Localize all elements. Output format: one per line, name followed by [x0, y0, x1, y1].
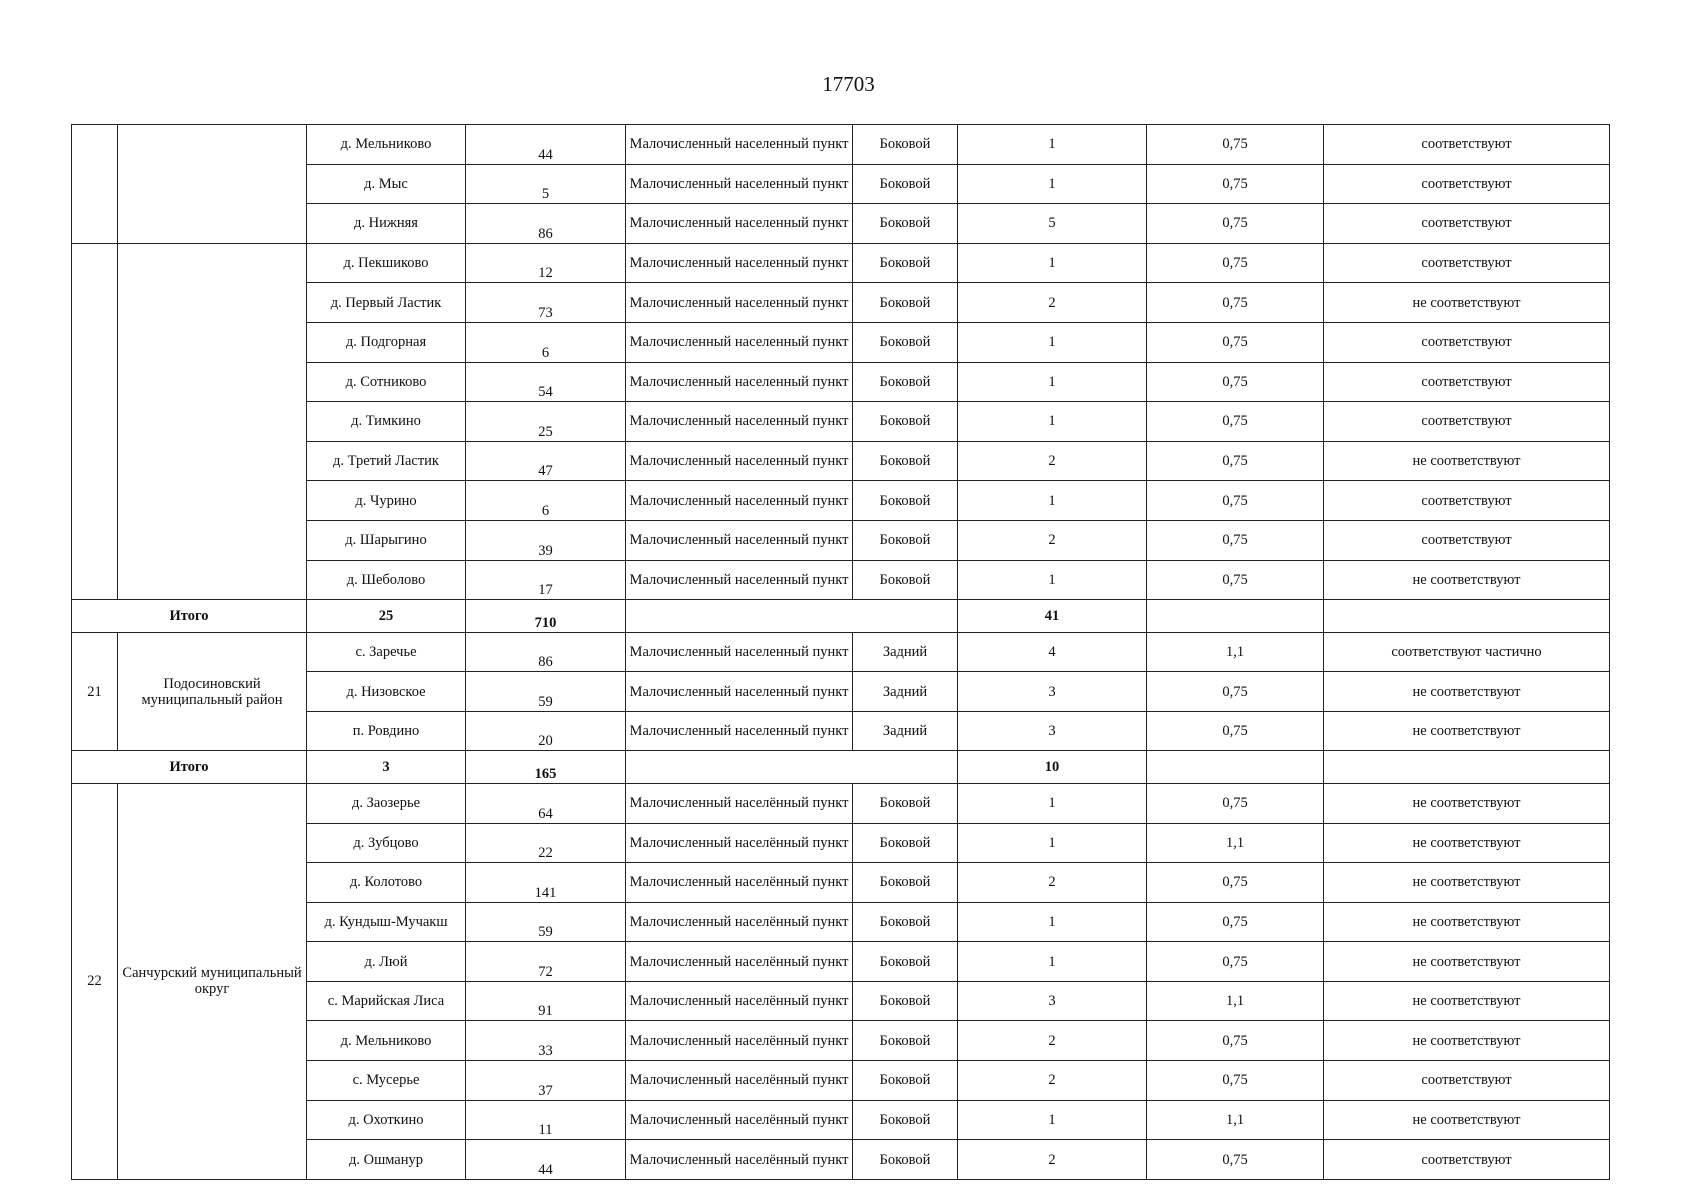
population: 6 — [466, 322, 626, 362]
count-value: 1 — [958, 402, 1147, 442]
count-value: 2 — [958, 1021, 1147, 1061]
total-count: 10 — [958, 751, 1147, 784]
district-name: Санчурский муниципальный округ — [118, 783, 307, 1179]
population: 73 — [466, 283, 626, 323]
coefficient: 0,75 — [1147, 1021, 1324, 1061]
coefficient: 0,75 — [1147, 1140, 1324, 1180]
population: 33 — [466, 1021, 626, 1061]
settlement-name: д. Люй — [307, 942, 466, 982]
settlement-name: д. Шеболово — [307, 560, 466, 600]
coefficient: 0,75 — [1147, 402, 1324, 442]
location-side: Боковой — [853, 560, 958, 600]
coefficient: 0,75 — [1147, 942, 1324, 982]
location-side: Боковой — [853, 863, 958, 903]
settlement-type: Малочисленный населенный пункт — [626, 481, 853, 521]
total-empty — [1324, 751, 1610, 784]
compliance-status: не соответствуют — [1324, 942, 1610, 982]
location-side: Боковой — [853, 823, 958, 863]
count-value: 1 — [958, 942, 1147, 982]
coefficient: 0,75 — [1147, 125, 1324, 165]
compliance-status: соответствуют — [1324, 164, 1610, 204]
population: 12 — [466, 243, 626, 283]
coefficient: 1,1 — [1147, 981, 1324, 1021]
compliance-status: соответствуют — [1324, 520, 1610, 560]
settlement-type: Малочисленный населенный пункт — [626, 164, 853, 204]
location-side: Боковой — [853, 1140, 958, 1180]
settlement-name: д. Пекшиково — [307, 243, 466, 283]
group-number: 21 — [72, 632, 118, 751]
count-value: 1 — [958, 1100, 1147, 1140]
compliance-status: соответствуют — [1324, 481, 1610, 521]
coefficient: 0,75 — [1147, 560, 1324, 600]
table-row — [72, 783, 1610, 823]
population: 47 — [466, 441, 626, 481]
location-side: Боковой — [853, 441, 958, 481]
total-label: Итого — [72, 751, 307, 784]
settlement-name: д. Сотниково — [307, 362, 466, 402]
count-value: 1 — [958, 902, 1147, 942]
settlement-type: Малочисленный населённый пункт — [626, 1061, 853, 1101]
coefficient: 0,75 — [1147, 1061, 1324, 1101]
coefficient: 1,1 — [1147, 823, 1324, 863]
location-side: Боковой — [853, 942, 958, 982]
settlement-type: Малочисленный населенный пункт — [626, 441, 853, 481]
settlement-type: Малочисленный населённый пункт — [626, 1100, 853, 1140]
coefficient: 0,75 — [1147, 322, 1324, 362]
location-side: Боковой — [853, 1061, 958, 1101]
compliance-status: не соответствуют — [1324, 981, 1610, 1021]
settlement-name: п. Ровдино — [307, 711, 466, 751]
coefficient: 0,75 — [1147, 243, 1324, 283]
settlement-name: с. Заречье — [307, 632, 466, 672]
population: 6 — [466, 481, 626, 521]
group-number — [72, 243, 118, 599]
population: 54 — [466, 362, 626, 402]
settlement-name: д. Ошманур — [307, 1140, 466, 1180]
population: 141 — [466, 863, 626, 903]
settlement-type: Малочисленный населенный пункт — [626, 402, 853, 442]
coefficient: 0,75 — [1147, 520, 1324, 560]
compliance-status: соответствуют — [1324, 243, 1610, 283]
settlement-name: д. Колотово — [307, 863, 466, 903]
location-side: Боковой — [853, 783, 958, 823]
coefficient: 0,75 — [1147, 481, 1324, 521]
coefficient: 0,75 — [1147, 441, 1324, 481]
settlement-name: д. Зубцово — [307, 823, 466, 863]
settlement-name: д. Тимкино — [307, 402, 466, 442]
location-side: Боковой — [853, 520, 958, 560]
count-value: 2 — [958, 520, 1147, 560]
settlement-type: Малочисленный населенный пункт — [626, 672, 853, 712]
settlement-type: Малочисленный населённый пункт — [626, 902, 853, 942]
coefficient: 0,75 — [1147, 711, 1324, 751]
compliance-status: соответствуют — [1324, 1140, 1610, 1180]
count-value: 1 — [958, 481, 1147, 521]
district-name — [118, 125, 307, 244]
count-value: 2 — [958, 863, 1147, 903]
population: 86 — [466, 632, 626, 672]
count-value: 3 — [958, 672, 1147, 712]
settlement-type: Малочисленный населенный пункт — [626, 283, 853, 323]
location-side: Задний — [853, 672, 958, 712]
settlement-type: Малочисленный населенный пункт — [626, 204, 853, 244]
coefficient: 0,75 — [1147, 283, 1324, 323]
count-value: 1 — [958, 362, 1147, 402]
settlement-type: Малочисленный населённый пункт — [626, 823, 853, 863]
population: 22 — [466, 823, 626, 863]
settlement-type: Малочисленный населенный пункт — [626, 560, 853, 600]
settlement-type: Малочисленный населенный пункт — [626, 362, 853, 402]
total-empty — [626, 600, 958, 633]
location-side: Боковой — [853, 164, 958, 204]
compliance-status: соответствуют — [1324, 362, 1610, 402]
settlement-name: с. Марийская Лиса — [307, 981, 466, 1021]
population: 11 — [466, 1100, 626, 1140]
population: 44 — [466, 1140, 626, 1180]
location-side: Боковой — [853, 402, 958, 442]
settlement-type: Малочисленный населенный пункт — [626, 711, 853, 751]
location-side: Боковой — [853, 322, 958, 362]
coefficient: 0,75 — [1147, 204, 1324, 244]
compliance-status: не соответствуют — [1324, 1100, 1610, 1140]
settlement-name: д. Низовское — [307, 672, 466, 712]
population: 86 — [466, 204, 626, 244]
total-label: Итого — [72, 600, 307, 633]
settlement-name: д. Нижняя — [307, 204, 466, 244]
coefficient: 1,1 — [1147, 1100, 1324, 1140]
settlement-name: д. Мельниково — [307, 1021, 466, 1061]
settlement-type: Малочисленный населённый пункт — [626, 783, 853, 823]
total-places: 3 — [307, 751, 466, 784]
total-population: 165 — [466, 751, 626, 784]
population: 39 — [466, 520, 626, 560]
population: 5 — [466, 164, 626, 204]
total-population: 710 — [466, 600, 626, 633]
location-side: Боковой — [853, 1021, 958, 1061]
compliance-status: соответствуют частично — [1324, 632, 1610, 672]
population: 20 — [466, 711, 626, 751]
compliance-status: не соответствуют — [1324, 783, 1610, 823]
count-value: 1 — [958, 823, 1147, 863]
settlement-type: Малочисленный населённый пункт — [626, 863, 853, 903]
compliance-status: не соответствуют — [1324, 1021, 1610, 1061]
count-value: 2 — [958, 1140, 1147, 1180]
total-places: 25 — [307, 600, 466, 633]
compliance-status: не соответствуют — [1324, 283, 1610, 323]
settlement-name: д. Третий Ластик — [307, 441, 466, 481]
compliance-status: не соответствуют — [1324, 902, 1610, 942]
district-name: Подосиновский муниципальный район — [118, 632, 307, 751]
location-side: Боковой — [853, 204, 958, 244]
table-row — [72, 125, 1610, 165]
total-empty — [1147, 751, 1324, 784]
total-row — [72, 751, 1610, 784]
location-side: Задний — [853, 711, 958, 751]
population: 44 — [466, 125, 626, 165]
district-name — [118, 243, 307, 599]
settlement-name: д. Чурино — [307, 481, 466, 521]
compliance-status: соответствуют — [1324, 204, 1610, 244]
settlements-table — [71, 124, 1610, 1180]
group-number — [72, 125, 118, 244]
compliance-status: не соответствуют — [1324, 560, 1610, 600]
compliance-status: не соответствуют — [1324, 863, 1610, 903]
count-value: 2 — [958, 1061, 1147, 1101]
settlement-name: д. Кундыш-Мучакш — [307, 902, 466, 942]
count-value: 1 — [958, 322, 1147, 362]
compliance-status: соответствуют — [1324, 125, 1610, 165]
settlement-name: д. Шарыгино — [307, 520, 466, 560]
settlement-type: Малочисленный населённый пункт — [626, 981, 853, 1021]
coefficient: 1,1 — [1147, 632, 1324, 672]
settlement-name: с. Мусерье — [307, 1061, 466, 1101]
count-value: 4 — [958, 632, 1147, 672]
location-side: Боковой — [853, 125, 958, 165]
population: 64 — [466, 783, 626, 823]
location-side: Боковой — [853, 1100, 958, 1140]
compliance-status: не соответствуют — [1324, 441, 1610, 481]
coefficient: 0,75 — [1147, 362, 1324, 402]
table-row — [72, 243, 1610, 283]
settlement-type: Малочисленный населенный пункт — [626, 322, 853, 362]
location-side: Боковой — [853, 902, 958, 942]
total-empty — [1324, 600, 1610, 633]
group-number: 22 — [72, 783, 118, 1179]
location-side: Боковой — [853, 981, 958, 1021]
count-value: 1 — [958, 125, 1147, 165]
count-value: 2 — [958, 283, 1147, 323]
settlement-type: Малочисленный населенный пункт — [626, 125, 853, 165]
population: 91 — [466, 981, 626, 1021]
count-value: 3 — [958, 981, 1147, 1021]
compliance-status: соответствуют — [1324, 1061, 1610, 1101]
settlement-name: д. Охоткино — [307, 1100, 466, 1140]
population: 17 — [466, 560, 626, 600]
total-empty — [1147, 600, 1324, 633]
population: 25 — [466, 402, 626, 442]
count-value: 3 — [958, 711, 1147, 751]
count-value: 2 — [958, 441, 1147, 481]
settlement-type: Малочисленный населенный пункт — [626, 632, 853, 672]
total-empty — [626, 751, 958, 784]
total-row — [72, 600, 1610, 633]
settlement-type: Малочисленный населённый пункт — [626, 1021, 853, 1061]
location-side: Боковой — [853, 243, 958, 283]
coefficient: 0,75 — [1147, 164, 1324, 204]
location-side: Боковой — [853, 283, 958, 323]
coefficient: 0,75 — [1147, 783, 1324, 823]
population: 59 — [466, 902, 626, 942]
compliance-status: не соответствуют — [1324, 711, 1610, 751]
compliance-status: не соответствуют — [1324, 672, 1610, 712]
location-side: Боковой — [853, 481, 958, 521]
compliance-status: соответствуют — [1324, 322, 1610, 362]
population: 72 — [466, 942, 626, 982]
count-value: 1 — [958, 243, 1147, 283]
page-number: 17703 — [822, 72, 875, 96]
compliance-status: не соответствуют — [1324, 823, 1610, 863]
settlement-name: д. Мыс — [307, 164, 466, 204]
population: 37 — [466, 1061, 626, 1101]
settlement-name: д. Первый Ластик — [307, 283, 466, 323]
settlement-type: Малочисленный населенный пункт — [626, 520, 853, 560]
population: 59 — [466, 672, 626, 712]
location-side: Боковой — [853, 362, 958, 402]
compliance-status: соответствуют — [1324, 402, 1610, 442]
count-value: 1 — [958, 164, 1147, 204]
settlement-type: Малочисленный населенный пункт — [626, 243, 853, 283]
settlement-name: д. Подгорная — [307, 322, 466, 362]
count-value: 1 — [958, 560, 1147, 600]
location-side: Задний — [853, 632, 958, 672]
count-value: 5 — [958, 204, 1147, 244]
table-row — [72, 632, 1610, 672]
settlement-name: д. Заозерье — [307, 783, 466, 823]
count-value: 1 — [958, 783, 1147, 823]
settlement-type: Малочисленный населённый пункт — [626, 942, 853, 982]
coefficient: 0,75 — [1147, 672, 1324, 712]
coefficient: 0,75 — [1147, 863, 1324, 903]
coefficient: 0,75 — [1147, 902, 1324, 942]
total-count: 41 — [958, 600, 1147, 633]
settlement-type: Малочисленный населённый пункт — [626, 1140, 853, 1180]
settlement-name: д. Мельниково — [307, 125, 466, 165]
